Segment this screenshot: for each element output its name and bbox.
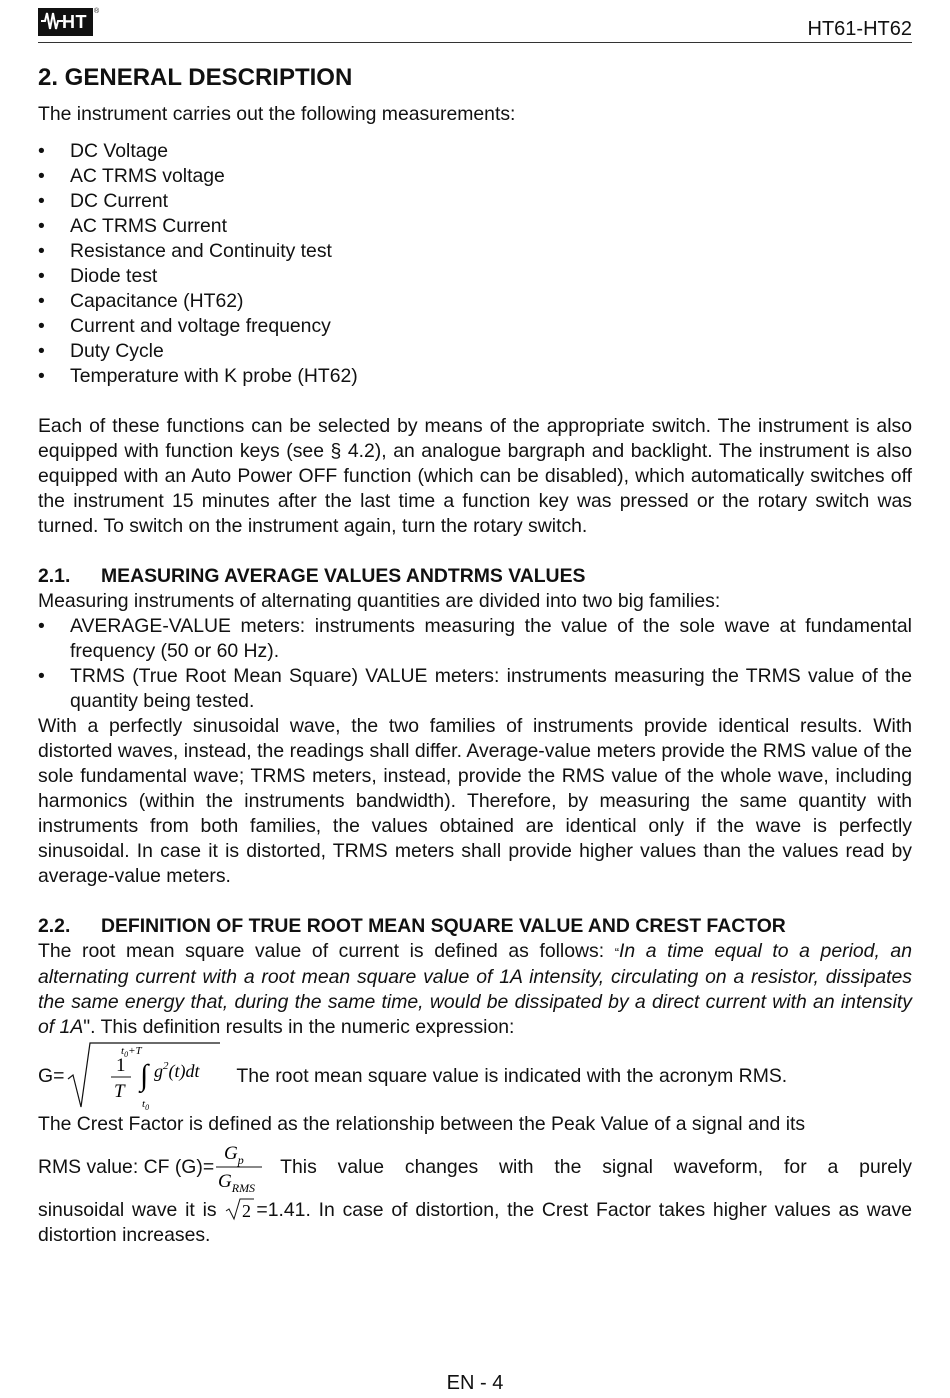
list-item: • Capacitance (HT62) [38,290,244,312]
waveform-icon [41,11,63,31]
svg-text:GRMS: $G_{RMS}$ [218,1171,256,1195]
list-item: • TRMS (True Root Mean Square) VALUE meters: instruments measuring the TRMS value of the quantity being tested. [38,665,912,712]
crest-lhs: RMS value: CF (G)= [38,1155,215,1178]
page-number: EN - 4 [446,1372,504,1394]
registered-icon: ® [94,8,100,15]
list-item: • AC TRMS Current [38,215,227,237]
ht-logo [38,8,99,36]
svg-text:T: T [114,1081,125,1102]
svg-text:g2(t)dt: $g^2(t)dt$ [154,1060,200,1081]
measurement-list [38,139,912,389]
section-2-1-paragraph: With a perfectly sinusoidal wave, the two families of instruments provide identical results. With distorted waves, instead, the readings shall differ. Average-value meters provide the RMS value of the sole fundamental wave; TRMS meters, instead, provide the RMS value of the whole wave, including harmonics (within the instruments bandwidth). Therefore, by measuring the same quantity with instruments from both families, the values obtained are identical only if the wave is perfectly sinusoidal. In case it is distorted, TRMS meters shall provide higher values than the values read by average-value meters. [38,715,912,887]
section-2-1-intro: Measuring instruments of alternating quantities are divided into two big families: [38,590,721,612]
list-item: • AC TRMS voltage [38,165,225,187]
list-item: • Diode test [38,265,158,287]
logo-text: HT [62,12,87,32]
section-2-1-title: 2.1. MEASURING AVERAGE VALUES ANDTRMS VALUES [38,565,586,587]
header-rule [38,42,912,43]
page-content [38,60,912,1248]
svg-text:t0: $t_0$ [142,1098,150,1111]
section-2-paragraph: Each of these functions can be selected by means of the appropriate switch. The instrument is also equipped with function keys (see § 4.2), an analogue bargraph and backlight. The instrument is also equipped with an Auto Power OFF function (which can be disabled), which automatically switches off the instrument 15 minutes after the last time a function key was pressed or the rotary switch was turned. To switch on the instrument again, turn the rotary switch. [38,415,912,537]
list-item: • AVERAGE-VALUE meters: instruments measuring the value of the sole wave at fundamental frequency (50 or 60 Hz). [38,615,912,662]
crest-factor-fraction [214,1139,274,1195]
list-item: • DC Current [38,190,169,212]
meter-family-list [38,614,912,714]
formula-lhs: G= [38,1064,65,1087]
rms-definition: The root mean square value of current is defined as follows: “In a time equal to a period, an alternating current with a root mean square value of 1A intensity, circulating on a resistor, dissipates the same energy that, during the same time, would be dissipated by a direct current with an intensity of 1A". This definition results in the numeric expression: [38,940,912,1038]
rms-formula [66,1041,226,1111]
rms-formula-row [38,1040,912,1112]
svg-text:∫: ∫ [140,1059,149,1092]
list-item: • Temperature with K probe (HT62) [38,365,358,387]
svg-text:Gp: $G_p$ [224,1143,244,1167]
list-item: • Resistance and Continuity test [38,240,332,262]
list-item: • Duty Cycle [38,340,164,362]
formula-description: The root mean square value is indicated with the acronym RMS. [236,1064,788,1087]
section-2-2-title: 2.2. DEFINITION OF TRUE ROOT MEAN SQUARE VALUE AND CREST FACTOR [38,915,786,937]
svg-text:2: 2 [242,1201,252,1221]
svg-text:1: 1 [116,1055,126,1076]
crest-factor-row [38,1137,912,1197]
sqrt-two [224,1197,256,1221]
section-2-title: 2. GENERAL DESCRIPTION [38,64,353,91]
list-item: • Current and voltage frequency [38,315,331,337]
crest-factor-line: The Crest Factor is defined as the relationship between the Peak Value of a signal and its [38,1113,806,1135]
sinusoidal-crest-text: sinusoidal wave it is 2 =1.41. In case of distortion, the Crest Factor takes higher values as wave distortion increases. [38,1199,913,1246]
document-code: HT61-HT62 [807,18,912,40]
list-item: • DC Voltage [38,140,169,162]
svg-text:t0+T: $t_0+T$ [121,1045,143,1059]
section-2-intro: The instrument carries out the following measurements: [38,103,516,125]
page-header [38,4,912,42]
crest-after: This value changes with the signal waveform, for a purely [280,1155,912,1178]
